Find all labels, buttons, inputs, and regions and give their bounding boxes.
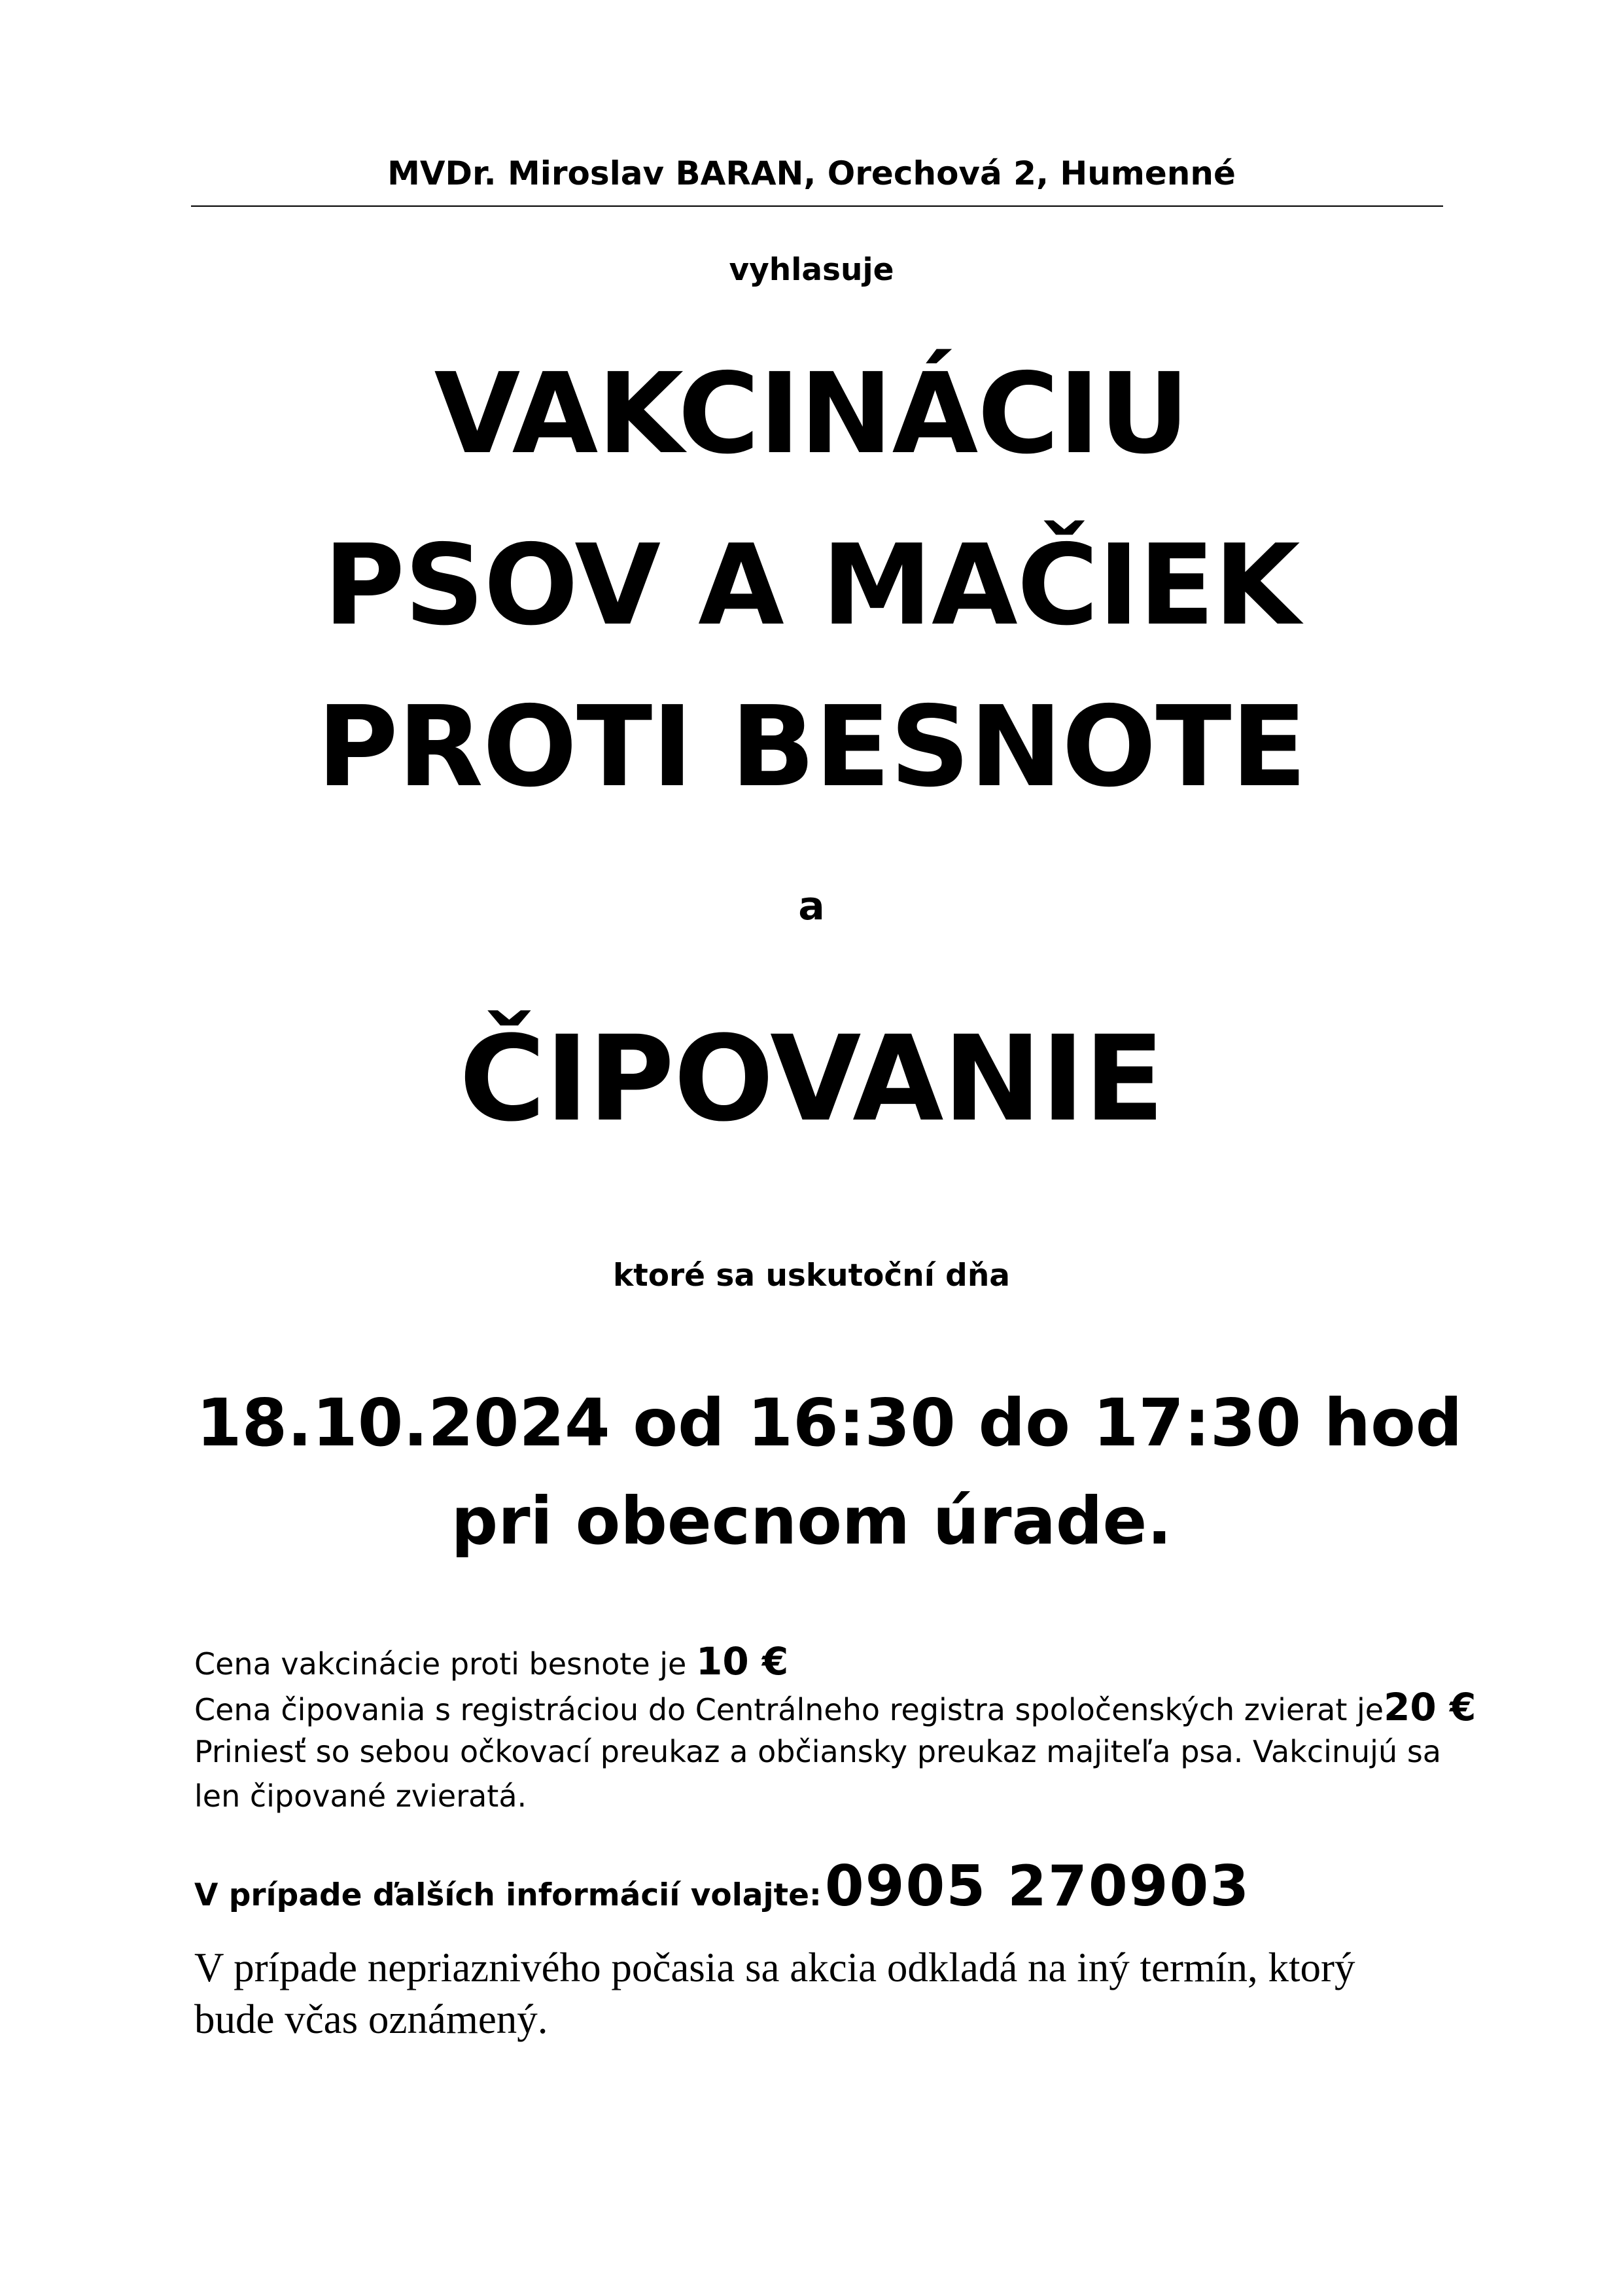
weather-note: V prípade nepriaznivého počasia sa akcia odkladá na iný termín, ktorý bude včas oznámený. [194,1945,1355,2042]
chipping-price-text: Cena čipovania s registráciou do Centrálneho registra spoločenských zvierat je [194,1692,1384,1727]
phone-number: 0905 270903 [824,1854,1251,1919]
header-divider [191,205,1443,207]
vaccination-price-line [194,1639,1441,1686]
vaccination-price: 10 € [695,1639,789,1684]
chipping-price: 20 € [1384,1685,1476,1729]
chipping-headline: ČIPOVANIE [459,1011,1164,1148]
contact-label: V prípade ďalších informácií volajte: [194,1877,822,1913]
event-place: pri obecnom úrade. [451,1483,1172,1559]
announces-text: vyhlasuje [729,252,894,288]
conjunction-text: a [798,883,825,929]
headline-line-2: PSOV A MAČIEK [323,521,1300,650]
contact-line [194,1854,1250,1919]
chipping-price-line [194,1685,1476,1732]
event-datetime: 18.10.2024 od 16:30 do 17:30 hod [196,1385,1463,1461]
vaccination-price-text: Cena vakcinácie proti besnote je [194,1646,687,1682]
headline-line-3: PROTI BESNOTE [317,682,1306,812]
organizer-header: MVDr. Miroslav BARAN, Orechová 2, Humenné [387,154,1236,192]
headline-line-1: VAKCINÁCIU [434,349,1189,479]
takes-place-text: ktoré sa uskutoční dňa [612,1258,1010,1294]
documents-note: Priniesť so sebou očkovací preukaz a občiansky preukaz majiteľa psa. Vakcinujú sa len čipované zvieratá. [194,1734,1441,1814]
